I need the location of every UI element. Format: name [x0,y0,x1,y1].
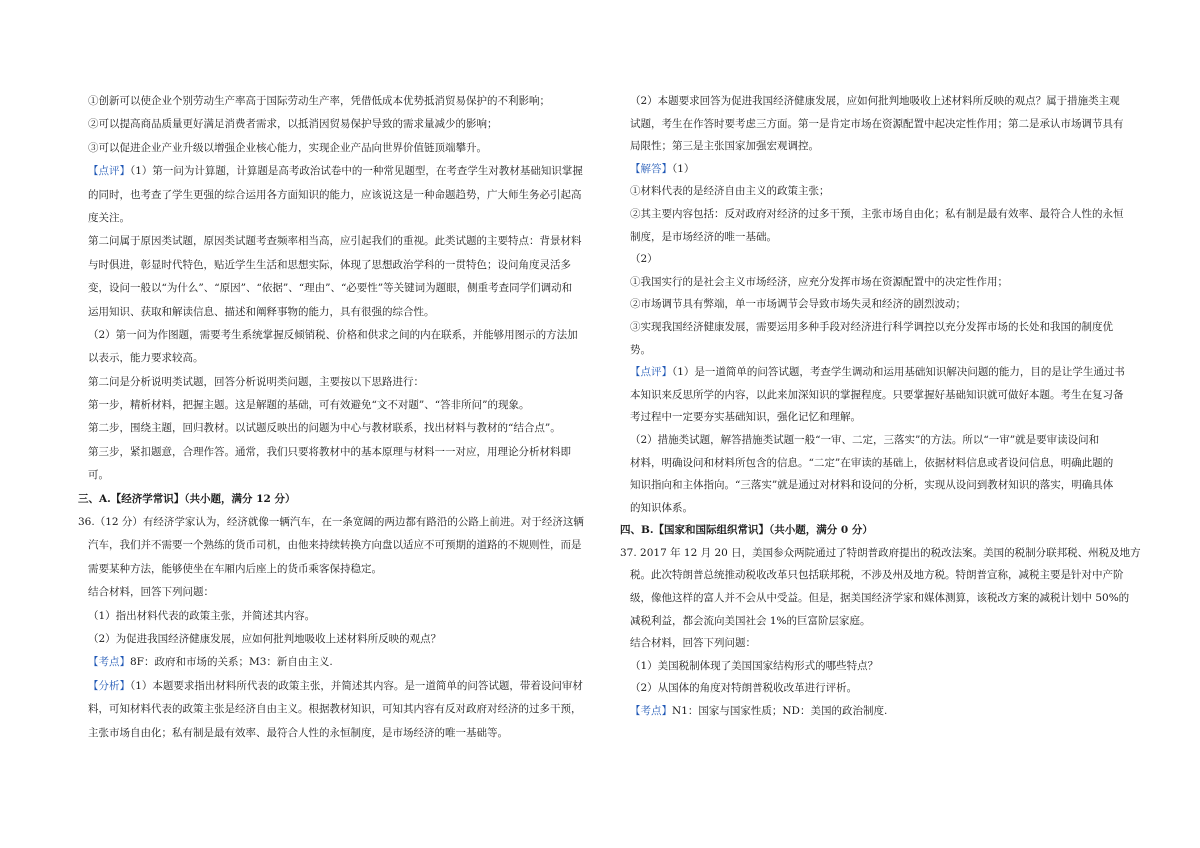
left-section-heading: 三、A.【经济学常识】（共小题，满分 12 分） [78,492,296,505]
right-annotated-line [620,361,1145,384]
left-text-line: 与时俱进，彰显时代特色，贴近学生生活和思想实际，体现了思想政治学科的一贯特色；设问角度灵活多 [88,258,571,271]
left-text-line: ②可以提高商品质量更好满足消费者需求，以抵消因贸易保护导致的需求量减少的影响； [88,118,498,131]
annotation-tag: 【考点】 [88,656,130,669]
right-text-line: 税。此次特朗普总统推动税收改革只包括联邦税，不涉及州及地方税。特朗普宣称，减税主要是针对中产阶 [630,569,1124,582]
left-text-line: 第三步，紧扣题意，合理作答。通常，我们只要将教材中的基本原理与材料一一对应，用理论分析材料即 [88,445,571,458]
annotation-text: （1） [672,162,695,175]
left-text-line: ③可以促进企业产业升级以增强企业核心能力，实现企业产品向世界价值链顶端攀升。 [88,141,487,154]
left-text-line: 需要某种方法，能够使坐在车厢内后座上的货币乘客保持稳定。 [88,562,382,575]
left-text-line: 可。 [88,469,109,482]
right-text-line: 材料，明确设问和材料所包含的信息。“二定”在审读的基础上，依据材料信息或者设问信息，明确此题的 [630,456,1114,469]
right-text-line: 的知识体系。 [630,501,693,514]
right-text-line: （2）措施类试题，解答措施类试题一般“一审、二定，三落实”的方法。所以“一审”就是要审读设问和 [630,433,1100,446]
left-text-line: 主张市场自由化；私有制是最有效率、最符合人性的永恒制度，是市场经济的唯一基础等。 [88,726,508,739]
left-text-line: 汽车，我们并不需要一个熟练的货币司机，由他来持续转换方向盘以适应不可预期的道路的不规则性，而是 [88,539,582,552]
right-text-line: 势。 [630,343,651,356]
left-text-line: 第二问属于原因类试题，原因类试题考查频率相当高，应引起我们的重视。此类试题的主要特点：背景材料 [88,235,582,248]
annotation-text: （1）本题要求指出材料所代表的政策主张，并简述其内容。是一道简单的问答试题，带着设问审材 [130,679,583,692]
left-text-line: 度关注。 [88,211,130,224]
left-text-line: 运用知识、获取和解读信息、描述和阐释事物的能力，具有很强的综合性。 [88,305,435,318]
annotation-tag: 【点评】 [88,165,130,178]
left-text-line: 结合材料，回答下列问题： [88,586,214,599]
right-text-line: 考过程中一定要夯实基础知识，强化记忆和理解。 [630,411,861,424]
right-text-line: 37. 2017 年 12 月 20 日，美国参众两院通过了特朗普政府提出的税改法案。美国的税制分联邦税、州税及地方 [620,546,1141,559]
right-section-heading: 四、B.【国家和国际组织常识】（共小题，满分 0 分） [620,524,873,537]
right-text-line: 级，像他这样的富人并不会从中受益。但是，据美国经济学家和媒体测算，该税改方案的减税计划中 50%的 [630,592,1130,605]
right-annotated-line [620,700,1145,723]
annotation-text: N1：国家与国家性质；ND：美国的政治制度. [672,705,888,718]
right-text-line: （2）从国体的角度对特朗普税收改革进行评析。 [630,682,858,695]
right-text-line: （1）美国税制体现了美国国家结构形式的哪些特点？ [630,659,879,672]
left-text-line: （2）为促进我国经济健康发展，应如何批判地吸收上述材料所反映的观点？ [88,632,442,645]
right-text-line: 试题，考生在作答时要考虑三方面。第一是肯定市场在资源配置中起决定性作用；第二是承认市场调节具有 [630,117,1124,130]
left-text-line: 36.（12 分）有经济学家认为，经济就像一辆汽车，在一条宽阔的两边都有路沿的公路上前进。对于经济这辆 [78,516,584,529]
left-text-line: 以表示，能力要求较高。 [88,352,204,365]
annotation-text: 8F：政府和市场的关系；M3：新自由主义. [130,656,333,669]
right-text-line: 结合材料，回答下列问题： [630,637,756,650]
annotation-text: （1）第一问为计算题，计算题是高考政治试卷中的一种常见题型，在考查学生对教材基础知识掌握 [130,165,583,178]
left-text-line: 第二步，围绕主题，回归教材。以试题反映出的问题为中心与教材联系，找出材料与教材的“结合点”。 [88,422,561,435]
right-text-line: 知识指向和主体指向。“三落实”就是通过对材料和设问的分析，实现从设问到教材知识的落实，明确具体 [630,479,1114,492]
right-text-line: ②其主要内容包括：反对政府对经济的过多干预，主张市场自由化；私有制是最有效率、最符合人性的永恒 [630,207,1124,220]
right-text-line: 制度，是市场经济的唯一基础。 [630,230,777,243]
right-text-line: 局限性；第三是主张国家加强宏观调控。 [630,140,819,153]
left-annotated-line [78,160,603,183]
right-column [620,90,1145,723]
annotation-tag: 【点评】 [630,366,672,379]
left-text-line: （1）指出材料代表的政策主张，并简述其内容。 [88,609,316,622]
left-annotated-line [78,675,603,698]
left-text-line: 料，可知材料代表的政策主张是经济自由主义。根据教材知识，可知其内容有反对政府对经济的过多干预， [88,703,582,716]
annotation-tag: 【分析】 [88,679,130,692]
right-annotated-line [620,158,1145,181]
right-text-line: 本知识来反思所学的内容，以此来加深知识的掌握程度。只要掌握好基础知识就可做好本题。考生在复习备 [630,388,1124,401]
right-text-line: ③实现我国经济健康发展，需要运用多种手段对经济进行科学调控以充分发挥市场的长处和我国的制度优 [630,320,1113,333]
left-text-line: ①创新可以使企业个别劳动生产率高于国际劳动生产率，凭借低成本优势抵消贸易保护的不利影响； [88,95,550,107]
right-text-line: （2） [630,253,658,266]
left-text-line: 变，设问一般以“为什么”、“原因”、“依据”、“理由”、“必要性”等关键词为题眼，侧重考查同学们调动和 [88,282,573,295]
left-text-line: （2）第一问为作图题，需要考生系统掌握反倾销税、价格和供求之间的内在联系，并能够用图示的方法加 [88,328,578,341]
right-text-line: 减税利益，都会流向美国社会 1%的巨富阶层家庭。 [630,614,871,627]
right-text-line: ①材料代表的是经济自由主义的政策主张； [630,185,830,198]
left-text-line: 的同时，也考查了学生更强的综合运用各方面知识的能力，应该说这是一种命题趋势，广大师生务必引起高 [88,188,582,201]
right-text-line: ①我国实行的是社会主义市场经济，应充分发挥市场在资源配置中的决定性作用； [630,275,1008,288]
left-column [78,90,603,745]
left-text-line: 第一步，精析材料，把握主题。这是解题的基础，可有效避免“文不对题”、“答非所问”的现象。 [88,399,530,412]
right-text-line: （2）本题要求回答为促进我国经济健康发展，应如何批判地吸收上述材料所反映的观点？属于措施类主观 [630,95,1120,107]
left-text-line: 第二问是分析说明类试题，回答分析说明类问题，主要按以下思路进行： [88,375,424,388]
annotation-text: （1）是一道简单的问答试题，考查学生调动和运用基础知识解决问题的能力，目的是让学生通过书 [672,366,1125,379]
annotation-tag: 【考点】 [630,705,672,718]
right-text-line: ②市场调节具有弊端，单一市场调节会导致市场失灵和经济的剧烈波动； [630,298,966,311]
left-annotated-line [78,651,603,674]
annotation-tag: 【解答】 [630,162,672,175]
